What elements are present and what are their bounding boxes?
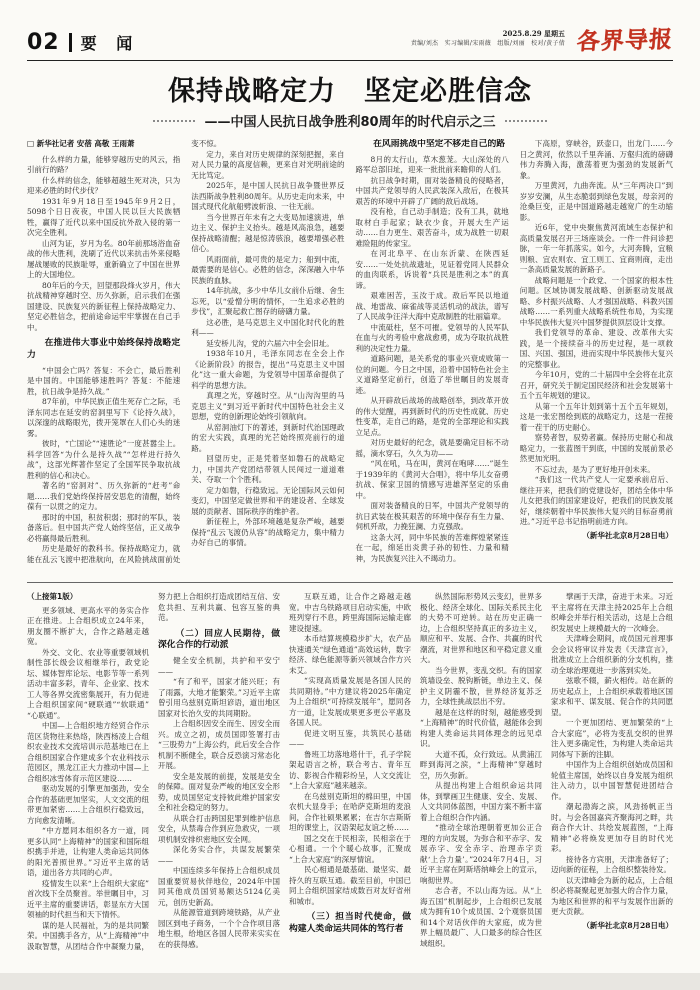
article-paragraph: “中国会亡吗？答复：不会亡，最后胜利是中国的。中国能够速胜吗？答复：不能速胜，抗日战争是持久战。” [27, 365, 181, 396]
article-paragraph: “我们这一代共产党人一定要承前启后、继往开来，把我们的党建设好，团结全体中华儿女把我们的国家建设好，把我们的民族发展好，继续朝着中华民族伟大复兴的目标奋勇前进。”习近平总书记指明前进方向。 [519, 475, 673, 526]
date-text: 2025.8.29 [502, 29, 542, 39]
article-paragraph: 对历史最好的纪念，就是要确定目标不动摇，滴水穿石，久久为功—— [355, 438, 509, 458]
article-subheading: 在推进伟大事业中始终保持战略定力 [27, 338, 181, 360]
header-rule [27, 60, 673, 61]
article-paragraph: 健全安全机制，共护和平安宁—— [158, 656, 280, 676]
byline: □ 新华社记者 安蓓 高敬 王雨萧 [27, 139, 135, 148]
article-paragraph: 这必胜，是马克思主义中国化时代化的胜利—— [191, 317, 345, 337]
article-paragraph: 定力，来自对历史规律的深刻把握，来自对人民力量的高度信赖，更来自对光明前途的无比笃定。 [191, 149, 345, 180]
article-paragraph: 弦歌不辍，薪火相传。站在新的历史起点上，上合组织承载着地区国家求和平、谋发展、促合作的共同愿望。 [551, 676, 673, 717]
article-paragraph: 深化务实合作，共谋发展繁荣—— [158, 845, 280, 865]
article-paragraph: 中国作为上合组织创始成员国和轮值主席国，始终以自身发展为组织注入动力，以中国智慧促进团结合作。 [551, 760, 673, 801]
article-paragraph: 没有枪，自己动手制造；没有工具，就地取材白手起家；缺衣少食，开展大生产运动……自力更生、艰苦奋斗，成为战胜一切艰难险阻的传家宝。 [355, 207, 509, 248]
section-divider-rule [27, 582, 673, 583]
article-paragraph: 纵然国际形势风云变幻，世界多极化、经济全球化、国际关系民主化的大势不可逆转。站在历史正确一边，上合组织坚持真正的多边主义，顺应和平、发展、合作、共赢的时代潮流，对世界和地区和平稳定意义重大。 [420, 592, 542, 664]
article-paragraph: 促进文明互鉴，共筑民心基础—— [289, 728, 411, 748]
bottom-article-body [27, 592, 673, 990]
section-name: 要 闻 [80, 34, 140, 53]
article-paragraph: 安全是发展的前提，发展是安全的保障。面对复杂严峻的地区安全形势，成员国坚定支持彼此维护国家安全和社会稳定的努力。 [158, 771, 280, 813]
article-subheading: （二）回应人民期待，做深化合作的行动派 [158, 628, 280, 651]
article-paragraph: 风雨面前，最可贵的是定力；船到中流，最需要的是信心。必胜的信念，深深融入中华民族的血脉。 [191, 254, 345, 285]
article-paragraph: 志合者，不以山海为远。从“上海五国”机制起步，上合组织已发展成为拥有10个成员国、2个观察员国和14个对话伙伴的大家庭，成为世界上幅员最广、人口最多的综合性区域组织。 [420, 886, 542, 948]
article-paragraph: 从窑洞油灯下的著述，到新时代治国理政的宏大实践，真理的光芒始终照亮前行的道路。 [191, 422, 345, 453]
article-paragraph: 民心相通是最基础、最坚实、最持久的互联互通。截至目前，中国已同上合组织国家结成数百对友好省州和城市。 [289, 865, 411, 906]
publication-info [411, 22, 673, 55]
article-paragraph: 1931年9月18日至1945年9月2日，5098个日日夜夜，中国人民以巨大民族牺牲，赢得了近代以来中国反抗外敌入侵的第一次完全胜利。 [27, 196, 181, 237]
dateline-signoff: （新华社北京8月28日电） [582, 530, 673, 540]
newspaper-masthead: 各界导报 [575, 25, 675, 56]
article-paragraph: 我们党领导的革命、建设、改革伟大实践，是一个接续奋斗的历史过程，是一项救国、兴国、强国，进而实现中华民族伟大复兴的完整事业。 [519, 328, 673, 369]
article-paragraph: 8月的太行山，草木葱茏。大山深处的八路军总部旧址，迎来一批批前来瞻仰的人们。 [355, 154, 509, 175]
continued-from-marker: （上接第1版） [27, 592, 78, 601]
article-paragraph: 什么样的力量，能够穿越历史的风云，指引前行的路？ [27, 154, 181, 174]
article-paragraph: 察势者智，驭势者赢。保持历史耐心和战略定力，一张蓝图干到底，中国的发展前景必然更加光明。 [519, 433, 673, 463]
top-article [27, 69, 673, 575]
article-paragraph: 当今世界，变乱交织。有的国家筑墙设垒、脱钩断链，单边主义、保护主义阴霾不散，世界经济复苏乏力，全球性挑战层出不穷。 [420, 665, 542, 706]
article-paragraph: 擘画于天津，奋进于未来。习近平主席将在天津主持2025年上合组织峰会并举行相关活动，这是上合组织发展史上规模最大的一次峰会。 [551, 592, 673, 633]
article-paragraph: 当今世界百年未有之大变局加速演进，单边主义、保护主义抬头。越是风高浪急，越要保持战略清醒；越是惊涛骇浪，越要增强必胜信心。 [191, 212, 345, 253]
main-subtitle: ——中国人民抗日战争胜利80周年的时代启示之三 [204, 115, 496, 130]
article-paragraph: 山河为证，岁月为名。80年前那场浴血奋战的伟大胜利，洗刷了近代以来抗击外来侵略屡战屡败的民族耻辱，重新确立了中国在世界上的大国地位。 [27, 238, 181, 279]
article-paragraph: 抗日战争时期，面对装备精良的侵略者，中国共产党领导的人民武装深入敌后，在极其艰苦的环境中开辟了广阔的敌后战场。 [355, 175, 509, 206]
article-paragraph: 道路问题，是关系党的事业兴衰成败第一位的问题。今日之中国，沿着中国特色社会主义道路坚定前行，创造了举世瞩目的发展奇迹。 [355, 354, 509, 395]
article-paragraph: “推动全球治理朝着更加公正合理的方向发展，为弥合和平赤字、发展赤字、安全赤字、治理赤字贡献‘上合力量’。”2024年7月4日，习近平主席在阿斯塔纳峰会上的宣示，响彻世界。 [420, 823, 542, 885]
article-paragraph: 2025年，是中国人民抗日战争暨世界反法西斯战争胜利80周年。从历史走向未来，中国式现代化航船劈波斩浪、一往无前。 [191, 181, 345, 211]
article-paragraph: 著名的“窑洞对”、历久弥新的“赶考”命题……我们党始终保持居安思危的清醒，始终葆有一以贯之的定力。 [27, 481, 181, 512]
article-paragraph: 驱动发展的引擎更加强劲，安全合作的基础更加坚实，人文交流的纽带更加紧密……上合组织行稳致远，方向愈发清晰。 [27, 784, 149, 825]
article-paragraph: “有了和平，国家才能兴旺；有了雨露，大地才能繁荣。”习近平主席曾引用乌兹别克斯坦谚语，道出地区国家对长治久安的共同期盼。 [158, 677, 280, 718]
article-paragraph: 延安桥儿沟，党的六届六中全会旧址。 [206, 338, 334, 348]
article-paragraph: 上合组织因安全而生、因安全而兴。成立之初，成员国即签署打击“三股势力”上海公约，此后安全合作机制不断健全，联合反恐演习常态化开展。 [158, 719, 280, 771]
article-paragraph: 彼时，“亡国论”“速胜论”一度甚嚣尘上。科学回答“为什么是持久战”“怎样进行持久战”，这部光辉著作坚定了全国军民争取抗战胜利的信心和决心。 [27, 439, 181, 480]
publication-meta [411, 28, 565, 49]
article-subheading: 在风雨挑战中坚定不移走自己的路 [373, 139, 506, 149]
article-paragraph: “中方愿同本组织各方一道，同更多认同“上海精神”的国家和国际组织携手并进，让构建人类命运共同体的阳光普照世界。”习近平主席的话语，道出各方共同的心声。 [27, 826, 149, 877]
article-paragraph: 在河北阜平、在山东沂蒙、在陕西延安……一处处抗战遗址，见证着党同人民群众的血肉联系，诉说着“兵民是胜利之本”的真谛。 [355, 249, 509, 290]
article-paragraph: 不忘过去，是为了更好地开创未来。 [534, 464, 655, 474]
article-paragraph: 越是在这样的时刻，越能感受到“上海精神”的时代价值，越能体会到构建人类命运共同体理念的远见卓识。 [420, 707, 542, 748]
article-paragraph: 这条大河，同中华民族的苦难辉煌紧紧连在一起，绵延出炎黄子孙的韧性、力量和精神，为民族复兴注入不竭动力。 [355, 532, 509, 563]
article-paragraph: 中国连续多年保持上合组织成员国重要贸易伙伴地位，2024年中国同其他成员国贸易额达5124亿美元，创历史新高。 [158, 866, 280, 907]
publication-date [411, 28, 565, 39]
article-paragraph: 历史是最好的教科书。保持战略定力，就能在乱云飞渡中把准航向，在风险挑战面前处变不惊。 [27, 139, 222, 564]
page-number-block [27, 30, 139, 55]
article-paragraph: 从联合打击跨国犯罪到维护信息安全，从禁毒合作到应急救灾，一项项机制安排织密地区安全网。 [158, 813, 280, 844]
bottom-article [27, 592, 673, 990]
article-paragraph: 今年10月，党的二十届四中全会将在北京召开，研究关于制定国民经济和社会发展第十五个五年规划的建议。 [519, 370, 673, 400]
page-header [27, 22, 673, 60]
top-article-body [27, 139, 673, 575]
article-paragraph: 潮起渤海之滨，风劲扬帆正当时。与会各国嘉宾齐聚海河之畔，共商合作大计、共绘发展蓝图，“上海精神”必将焕发更加夺目的时代光彩。 [551, 802, 673, 853]
article-paragraph: 本币结算规模稳步扩大，农产品快速通关“绿色通道”高效运转，数字经济、绿色能源等新兴领域合作方兴未艾。 [289, 634, 411, 675]
article-paragraph: 从提出构建上合组织命运共同体，到擘画卫生健康、安全、发展、人文共同体蓝图，中国方案不断丰富着上合组织合作内涵。 [420, 781, 542, 822]
article-paragraph: 鲁班工坊落地塔什干，孔子学院架起语言之桥，联合考古、青年互访、影视合作精彩纷呈，人文交流让“上合大家庭”越来越亲。 [289, 749, 411, 790]
editor-credits: 责编/刘杰 实习编辑/宋雨薇 组版/刘丽 校对/黄子倩 [410, 40, 565, 48]
subtitle-right-dots [505, 120, 547, 122]
article-paragraph: 艰难困苦，玉汝于成。敌后军民以地道战、地雷战、麻雀战等灵活机动的战法，谱写了人民战争汪洋大海中克敌制胜的壮丽篇章。 [355, 291, 509, 322]
article-paragraph: “实现高质量发展是各国人民的共同期待。”中方建议将2025年确定为上合组织“可持续发展年”，愿同各方一道，让发展成果更多更公平惠及各国人民。 [289, 676, 411, 727]
subtitle-left-dots [153, 120, 195, 122]
article-paragraph: 在乌兹别克斯坦的棉田里，中国农机大显身手；在哈萨克斯坦的麦浪间，合作社硕果累累；在吉尔吉斯斯坦的课堂上，汉语架起友谊之桥…… [289, 791, 411, 832]
subtitle-row [27, 111, 673, 130]
article-paragraph: 中国—上合组织地方经贸合作示范区货物往来热络，陕西杨凌上合组织农业技术交流培训示范基地已在上合组织国家合作建成多个农业科技示范园区，黑龙江正大力推动中国—上合组织冰雪体育示范区建设…… [27, 721, 149, 783]
article-paragraph: 从开辟敌后战场的战略创举，到改革开放的伟大觉醒，再到新时代的历史性成就、历史性变革，走自己的路，是党的全部理论和实践立足点。 [355, 396, 509, 437]
article-paragraph: 定力如磐，行稳致远。无论国际风云如何变幻，中国坚定做世界和平的建设者、全球发展的贡献者、国际秩序的维护者。 [191, 485, 345, 516]
page-number: 02 [27, 30, 60, 55]
article-paragraph: 中流砥柱，坚不可摧。党领导的人民军队在血与火的考验中愈战愈勇，成为夺取抗战胜利的决定性力量。 [355, 322, 509, 353]
main-headline: 保持战略定力 坚定必胜信念 [168, 76, 532, 107]
article-paragraph: 以天津峰会为新的起点，上合组织必将凝聚起更加强大的合作力量，为地区和世界的和平与发展作出新的更大贡献。 [551, 875, 673, 916]
article-paragraph: 什么样的信念，能够超越生死对决，只为迎来必胜的时代步伐？ [27, 175, 181, 195]
article-subheading: （三）担当时代使命，做构建人类命运共同体的笃行者 [289, 912, 411, 934]
article-paragraph: 国之交在于民相亲，民相亲在于心相通。一个个暖心故事，汇聚成“上合大家庭”的深厚情谊。 [289, 833, 411, 864]
article-paragraph: 更多领域、更高水平的务实合作正在推进。上合组织成立24年来，朋友圈不断扩大，合作之路越走越宽。 [27, 605, 149, 646]
article-paragraph: 万里黄河，九曲奔流。从“三年两决口”到岁岁安澜，从生态脆弱到绿色发展，母亲河的沧桑巨变，正是中国道路越走越宽广的生动缩影。 [519, 181, 673, 222]
weekday-text: 星期五 [544, 29, 565, 39]
article-paragraph: 近6年，党中央聚焦黄河流域生态保护和高质量发展召开三场座谈会。一件一件问诊把脉，一年一年抓落实。如今，大河奔腾，宜粮则粮、宜农则农、宜工则工、宜商则商，走出一条高质量发展的新路子。 [519, 223, 673, 274]
header-divider-bar [69, 33, 72, 52]
article-paragraph: 疫情发生以来“上合组织大家庭”首次线下全员聚首。举世瞩目中，习近平主席的重要讲话，彰显东方大国领袖的时代担当和天下情怀。 [27, 878, 149, 919]
article-paragraph: 谋的是人民福祉，为的是共同繁荣。中国携手各方，从“上海精神”中汲取智慧，从团结合作中凝聚力量，努力把上合组织打造成团结互信、安危共担、互利共赢、包容互鉴的典范。 [27, 592, 280, 951]
article-paragraph: 天津峰会期间，成员国元首理事会会议将审议并发表《天津宣言》，批准成立上合组织新的分支机构，推动全球治理观进一步落到实处。 [551, 634, 673, 675]
article-paragraph: 互联互通，让合作之路越走越宽。中吉乌铁路项目启动实施，中欧班列穿行不息，跨里海国际运输走廊建设提速。 [289, 592, 411, 633]
article-paragraph: 14年抗战，多少中华儿女前仆后继、舍生忘死，以“爱憎分明的情怀，一生追求必胜的步伐”，汇聚起救亡图存的磅礴力量。 [191, 286, 345, 316]
article-paragraph: 战略问题是一个政党、一个国家的根本性问题。区域协调发展战略、创新驱动发展战略、乡村振兴战略、人才强国战略、科教兴国战略……一系列重大战略系统性布局，为实现中华民族伟大复兴中国梦提供顶层设计支撑。 [519, 275, 673, 327]
article-paragraph: 87年前，中华民族正值生死存亡之际，毛泽东同志在延安的窑洞里写下《论持久战》，以深邃的战略眼光，拨开笼罩在人们心头的迷雾。 [27, 397, 181, 438]
article-paragraph: 回望历史，正是凭着坚如磐石的战略定力，中国共产党团结带领人民闯过一道道难关、夺取一个个胜利。 [191, 454, 345, 484]
article-paragraph: 那时的中国，积贫积弱；那时的军队，装备落后。但中国共产党人始终坚信，正义战争必将赢得最后胜利。 [27, 512, 181, 543]
article-paragraph: 面对装备精良的日军，中国共产党领导的抗日武装在极其艰苦的环境中保存有生力量、伺机歼敌，力挽狂澜、力克强敌。 [355, 501, 509, 532]
article-paragraph: 接待各方宾朋，天津准备好了；迈向新的征程，上合组织整装待发。 [551, 854, 673, 874]
article-paragraph: 一个更加团结、更加繁荣的“上合大家庭”，必将为变乱交织的世界注入更多确定性，为构建人类命运共同体写下新的注脚。 [551, 718, 673, 759]
article-paragraph: 真理之光，穿越时空。从“山沟沟里的马克思主义”到习近平新时代中国特色社会主义思想，党的创新理论始终引领航向。 [191, 391, 345, 421]
dateline-signoff: （新华社北京8月28日电） [582, 920, 673, 930]
article-paragraph: 新征程上，外部环境越是复杂严峻，越要保持“乱云飞渡仍从容”的战略定力，集中精力办好自己的事情。 [191, 517, 345, 547]
article-paragraph: 从第一个五年计划到第十五个五年规划，这是一张宏图绘到底的战略定力，这是一茬接着一茬干的历史耐心。 [519, 401, 673, 432]
article-paragraph: 1938年10月，毛泽东同志在全会上作《论新阶段》的报告，提出“马克思主义中国化”这一重大命题，为党领导中国革命提供了科学的思想方法。 [191, 349, 345, 390]
article-paragraph: 外交、文化、农业等重要领域机制性部长级会议相继举行，政党论坛、媒体智库论坛、电影节等一系列活动丰富多彩，青年、企业家、技术工人等各界交流密集展开，有力促进上合组织国家间“硬联通”“软联通”“心联通”。 [27, 647, 149, 720]
article-paragraph: 80年后的今天，回望那段烽火岁月，伟大抗战精神穿越时空、历久弥新，启示我们在强国建设、民族复兴的新征程上保持战略定力、坚定必胜信念，把前途命运牢牢掌握在自己手中。 [27, 280, 181, 332]
article-paragraph: 大道不孤，众行致远。从黄浦江畔到海河之滨，“上海精神”穿越时空，历久弥新。 [420, 749, 542, 780]
article-paragraph: 从能源管道到跨境铁路，从产业园区到电子商务，一个个合作项目落地生根，给地区各国人民带来实实在在的获得感。 [158, 908, 280, 949]
article-paragraph: “风在吼，马在叫，黄河在咆哮……”诞生于1939年的《黄河大合唱》，将中华儿女奋勇抗战、保家卫国的情感写进雄浑坚定的乐曲中。 [355, 459, 509, 500]
article-paragraph: 下高原，穿峡谷，跃壶口，出龙门……今日之黄河，依然以千里奔涌、万壑归流的磅礴伟力奔腾入海，激荡着更为强劲的发展新气象。 [519, 139, 673, 180]
